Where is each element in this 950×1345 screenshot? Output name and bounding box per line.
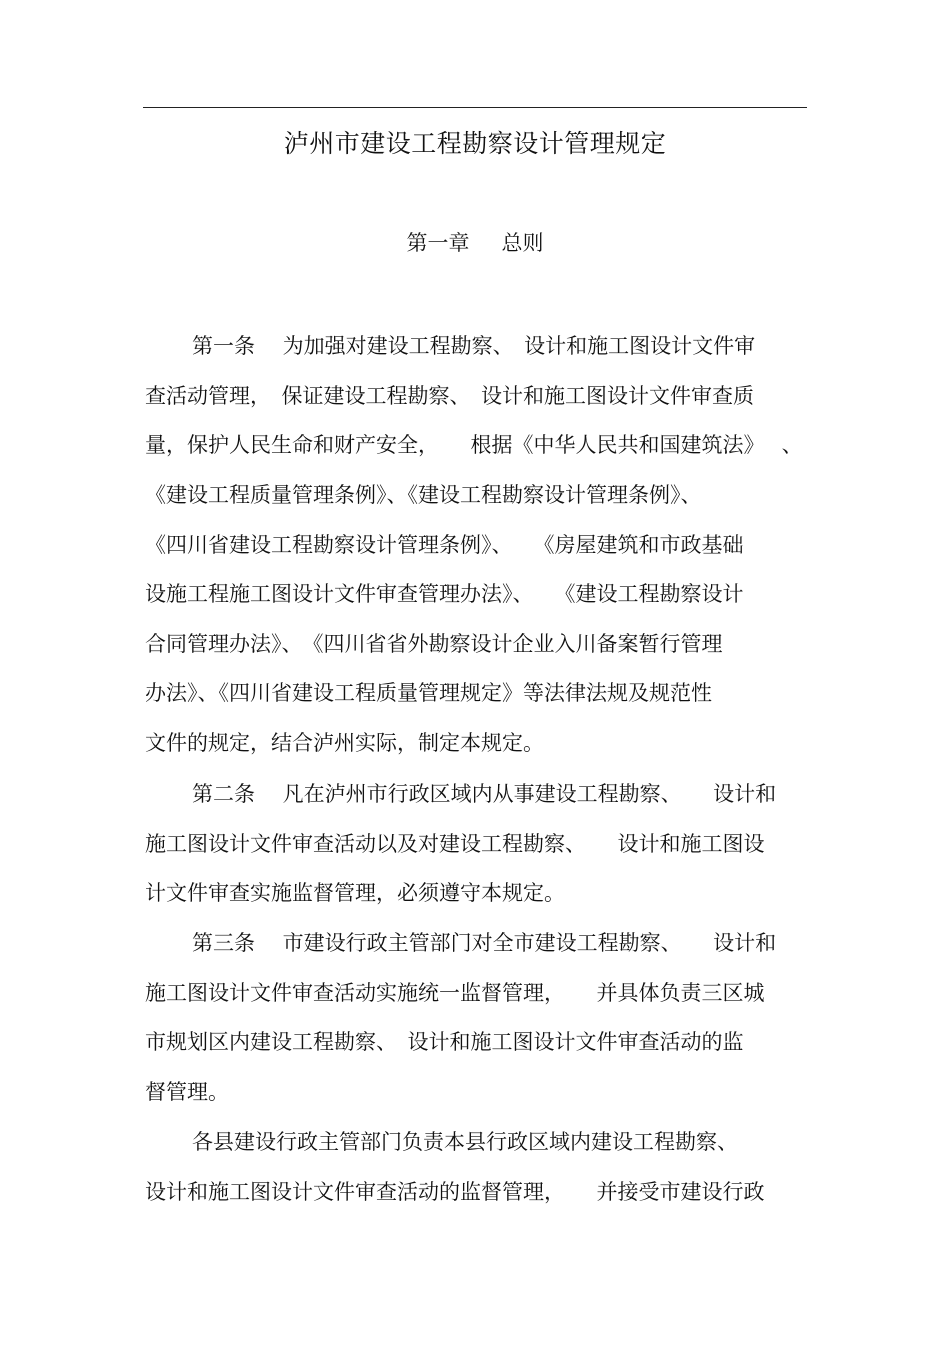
article-1-line-1: 第一条 为加强对建设工程勘察、 设计和施工图设计文件审: [192, 334, 756, 358]
document-title: 泸州市建设工程勘察设计管理规定: [283, 129, 667, 158]
paragraph-county-line-1: 各县建设行政主管部门负责本县行政区域内建设工程勘察、: [192, 1130, 738, 1154]
article-3-line-2: 施工图设计文件审查活动实施统一监督管理， 并具体负责三区城: [145, 981, 765, 1005]
article-2-line-2: 施工图设计文件审查活动以及对建设工程勘察、 设计和施工图设: [145, 832, 765, 856]
chapter-number: 第一章: [406, 231, 470, 255]
article-1-line-4: 《建设工程质量管理条例》、《建设工程勘察设计管理条例》、: [145, 483, 702, 507]
article-1-line-7: 合同管理办法》、 《四川省省外勘察设计企业入川备案暂行管理: [145, 632, 723, 656]
header-rule: [143, 107, 807, 108]
article-1-line-8: 办法》、《四川省建设工程质量管理规定》等法律法规及规范性: [145, 681, 712, 705]
article-3-line-1: 第三条 市建设行政主管部门对全市建设工程勘察、 设计和: [192, 931, 777, 955]
article-1-line-9: 文件的规定，结合泸州实际，制定本规定。: [145, 731, 544, 755]
article-1-line-2: 查活动管理， 保证建设工程勘察、 设计和施工图设计文件审查质: [145, 384, 754, 408]
article-2-line-3: 计文件审查实施监督管理，必须遵守本规定。: [145, 881, 565, 905]
article-1-line-3: 量，保护人民生命和财产安全， 根据《中华人民共和国建筑法》 、: [145, 433, 803, 457]
article-1-line-5: 《四川省建设工程勘察设计管理条例》、 《房屋建筑和市政基础: [145, 533, 744, 557]
paragraph-county-line-2: 设计和施工图设计文件审查活动的监督管理， 并接受市建设行政: [145, 1180, 765, 1204]
chapter-name: 总则: [501, 231, 544, 255]
article-2-line-1: 第二条 凡在泸州市行政区域内从事建设工程勘察、 设计和: [192, 782, 777, 806]
chapter-heading: [0, 226, 950, 260]
article-3-line-3: 市规划区内建设工程勘察、 设计和施工图设计文件审查活动的监: [145, 1030, 744, 1054]
article-1-line-6: 设施工程施工图设计文件审查管理办法》、 《建设工程勘察设计: [145, 582, 744, 606]
article-3-line-4: 督管理。: [145, 1080, 229, 1104]
